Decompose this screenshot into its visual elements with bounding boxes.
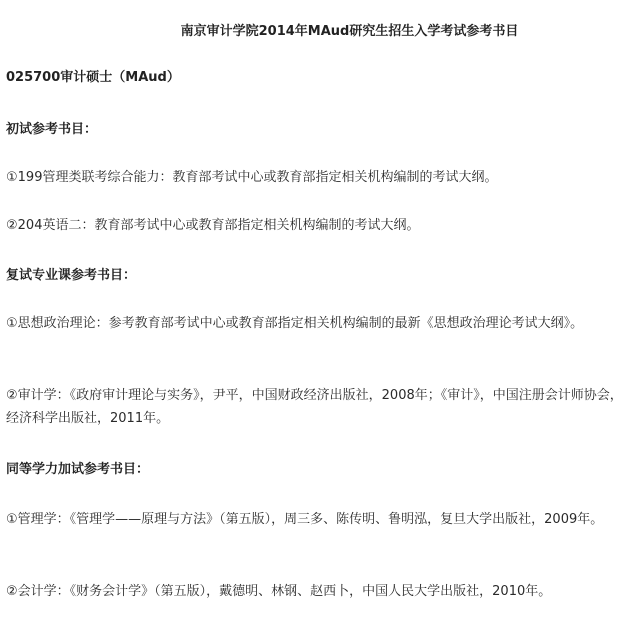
initial-exam-item-1: ①199管理类联考综合能力：教育部考试中心或教育部指定相关机构编制的考试大纲。: [6, 170, 498, 185]
initial-exam-item-2: ②204英语二：教育部考试中心或教育部指定相关机构编制的考试大纲。: [6, 218, 420, 233]
section-heading-retest: 复试专业课参考书目：: [6, 268, 137, 283]
retest-item-2: ②审计学：《政府审计理论与实务》，尹平，中国财政经济出版社，2008年；《审计》，中国注册会计师协会，经济科学出版社，2011年。: [6, 388, 623, 426]
page-title: 南京审计学院2014年MAud研究生招生入学考试参考书目: [180, 24, 519, 39]
equivalent-item-1: ①管理学：《管理学——原理与方法》（第五版），周三多、陈传明、鲁明泓，复旦大学出版社，2009年。: [6, 512, 604, 527]
section-heading-initial-exam: 初试参考书目：: [6, 122, 98, 137]
section-heading-equivalent: 同等学力加试参考书目：: [6, 462, 150, 477]
major-heading: 025700审计硕士（MAud）: [6, 70, 180, 85]
retest-item-1: ①思想政治理论：参考教育部考试中心或教育部指定相关机构编制的最新《思想政治理论考试大纲》。: [6, 316, 584, 331]
equivalent-item-2: ②会计学：《财务会计学》（第五版），戴德明、林钢、赵西卜，中国人民大学出版社，2010年。: [6, 584, 552, 599]
